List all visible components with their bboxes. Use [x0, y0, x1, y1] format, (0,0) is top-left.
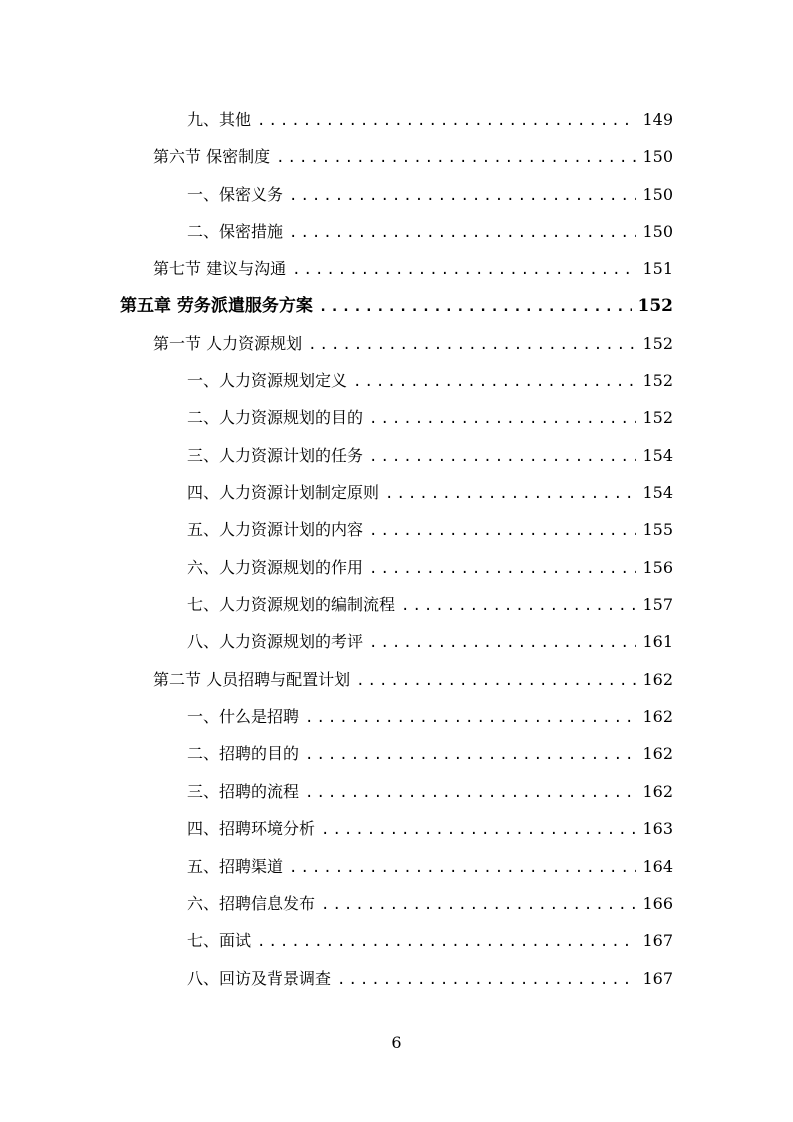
toc-leader-dots — [289, 223, 636, 243]
toc-entry-label: 六、人力资源规划的作用 — [187, 558, 364, 577]
toc-entry-page: 162 — [642, 707, 673, 726]
toc-entry[interactable] — [187, 707, 673, 727]
toc-leader-dots — [369, 409, 636, 429]
toc-entry[interactable] — [187, 520, 673, 540]
toc-entry-label: 一、人力资源规划定义 — [187, 371, 348, 390]
toc-entry[interactable] — [187, 969, 673, 989]
toc-entry-page: 163 — [642, 819, 673, 838]
toc-entry-page: 152 — [642, 371, 673, 390]
toc-leader-dots — [321, 895, 636, 915]
toc-entry-label: 二、保密措施 — [187, 222, 284, 241]
toc-entry-label: 四、招聘环境分析 — [187, 819, 316, 838]
toc-entry-label: 第五章 劳务派遣服务方案 — [120, 296, 313, 316]
toc-entry[interactable] — [187, 782, 673, 802]
toc-entry[interactable] — [187, 222, 673, 242]
toc-entry-page: 155 — [642, 520, 673, 539]
toc-entry-page: 157 — [642, 595, 673, 614]
toc-leader-dots — [321, 820, 636, 840]
toc-entry-page: 162 — [642, 782, 673, 801]
toc-leader-dots — [257, 111, 636, 131]
toc-entry-page: 152 — [637, 296, 673, 316]
toc-leader-dots — [276, 148, 636, 168]
toc-entry-page: 166 — [642, 894, 673, 913]
toc-entry[interactable] — [187, 595, 673, 615]
toc-leader-dots — [353, 372, 636, 392]
toc-entry-label: 七、面试 — [187, 931, 252, 950]
toc-leader-dots — [305, 745, 636, 765]
toc-entry[interactable] — [187, 185, 673, 205]
toc-leader-dots — [369, 633, 636, 653]
toc-leader-dots — [369, 559, 636, 579]
toc-leader-dots — [292, 260, 636, 280]
toc-leader-dots — [337, 970, 636, 990]
toc-entry[interactable] — [187, 744, 673, 764]
toc-entry-label: 一、保密义务 — [187, 185, 284, 204]
toc-entry-label: 八、回访及背景调查 — [187, 969, 332, 988]
toc-entry[interactable] — [187, 894, 673, 914]
toc-entry-page: 167 — [642, 969, 673, 988]
toc-leader-dots — [385, 484, 636, 504]
toc-entry-page: 154 — [642, 483, 673, 502]
toc-entry-label: 一、什么是招聘 — [187, 707, 300, 726]
toc-entry-label: 四、人力资源计划制定原则 — [187, 483, 380, 502]
toc-entry-label: 二、招聘的目的 — [187, 744, 300, 763]
toc-leader-dots — [369, 447, 636, 467]
toc-entry-page: 161 — [642, 632, 673, 651]
toc-entry-page: 150 — [642, 147, 673, 166]
toc-entry[interactable] — [187, 483, 673, 503]
toc-leader-dots — [308, 335, 636, 355]
toc-entry-label: 六、招聘信息发布 — [187, 894, 316, 913]
toc-leader-dots — [401, 596, 636, 616]
toc-entry[interactable] — [153, 334, 673, 354]
page-number: 6 — [391, 1033, 402, 1052]
toc-entry-label: 第二节 人员招聘与配置计划 — [153, 670, 351, 689]
toc-leader-dots — [356, 671, 636, 691]
toc-leader-dots — [257, 932, 636, 952]
toc-entry-label: 第六节 保密制度 — [153, 147, 271, 166]
toc-entry-label: 九、其他 — [187, 110, 252, 129]
toc-entry[interactable] — [187, 857, 673, 877]
toc-entry-label: 七、人力资源规划的编制流程 — [187, 595, 396, 614]
toc-entry[interactable] — [153, 259, 673, 279]
toc-entry-label: 五、招聘渠道 — [187, 857, 284, 876]
toc-entry-page: 150 — [642, 185, 673, 204]
toc-entry[interactable] — [153, 670, 673, 690]
toc-entry-page: 167 — [642, 931, 673, 950]
toc-entry[interactable] — [187, 819, 673, 839]
toc-leader-dots — [305, 708, 636, 728]
toc-entry[interactable] — [187, 408, 673, 428]
toc-entry-page: 164 — [642, 857, 673, 876]
toc-entry-page: 156 — [642, 558, 673, 577]
toc-entry[interactable] — [187, 632, 673, 652]
toc-entry-label: 五、人力资源计划的内容 — [187, 520, 364, 539]
toc-entry-label: 二、人力资源规划的目的 — [187, 408, 364, 427]
toc-leader-dots — [369, 521, 636, 541]
toc-entry[interactable] — [187, 558, 673, 578]
toc-entry-page: 162 — [642, 744, 673, 763]
toc-leader-dots — [289, 858, 636, 878]
toc-chapter-entry[interactable] — [120, 296, 673, 316]
toc-leader-dots — [305, 783, 636, 803]
toc-entry-label: 第七节 建议与沟通 — [153, 259, 287, 278]
toc-entry[interactable] — [187, 446, 673, 466]
toc-entry-page: 152 — [642, 408, 673, 427]
toc-entry-label: 三、招聘的流程 — [187, 782, 300, 801]
toc-entry[interactable] — [187, 931, 673, 951]
toc-entry-page: 162 — [642, 670, 673, 689]
toc-entry[interactable] — [187, 110, 673, 130]
toc-entry-label: 第一节 人力资源规划 — [153, 334, 303, 353]
toc-entry-page: 149 — [642, 110, 673, 129]
toc-leader-dots — [319, 297, 632, 317]
toc-entry[interactable] — [187, 371, 673, 391]
toc-entry[interactable] — [153, 147, 673, 167]
toc-entry-page: 150 — [642, 222, 673, 241]
toc-entry-label: 三、人力资源计划的任务 — [187, 446, 364, 465]
toc-leader-dots — [289, 186, 636, 206]
toc-entry-page: 152 — [642, 334, 673, 353]
toc-entry-page: 154 — [642, 446, 673, 465]
toc-entry-label: 八、人力资源规划的考评 — [187, 632, 364, 651]
toc-entry-page: 151 — [642, 259, 673, 278]
